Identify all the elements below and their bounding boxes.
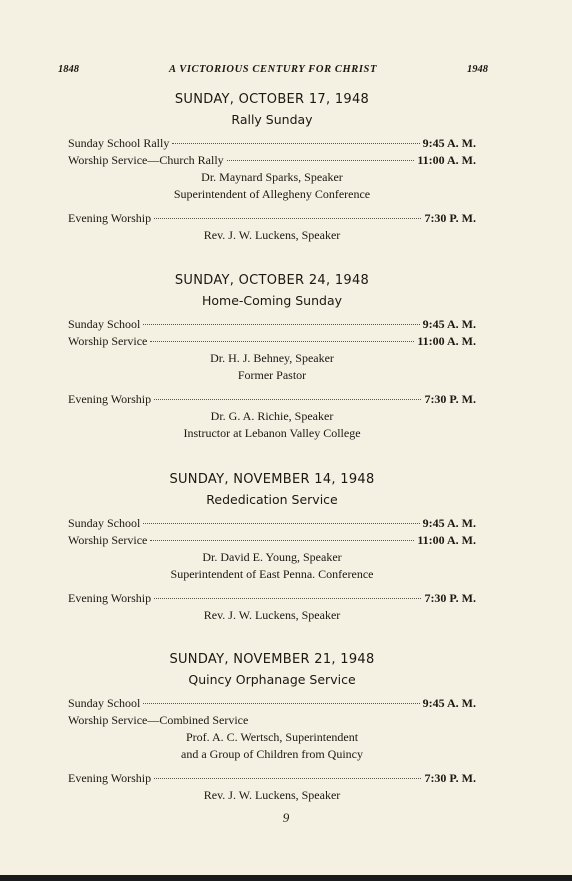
schedule-row	[68, 135, 476, 152]
section-heading: SUNDAY, OCTOBER 17, 1948	[174, 92, 370, 107]
service-label: Evening Worship	[68, 211, 152, 225]
speaker-note: Superintendent of Allegheny Conference	[173, 187, 371, 201]
speaker-note: Rev. J. W. Luckens, Speaker	[203, 228, 341, 242]
service-time: 11:00 A. M.	[417, 533, 476, 547]
schedule-row	[68, 515, 476, 532]
running-head	[58, 64, 488, 80]
speaker-note: Dr. H. J. Behney, Speaker	[210, 351, 334, 365]
service-label: Worship Service	[68, 533, 148, 547]
leader-dots	[143, 703, 419, 704]
speaker-note: Dr. David E. Young, Speaker	[202, 550, 342, 564]
service-time: 7:30 P. M.	[424, 591, 476, 605]
leader-dots	[143, 523, 419, 524]
page-number: 9	[282, 810, 290, 825]
service-time: 7:30 P. M.	[424, 771, 476, 785]
page-bottom-edge	[0, 875, 572, 881]
service-label: Evening Worship	[68, 591, 152, 605]
schedule-row	[68, 152, 476, 169]
leader-dots	[154, 598, 421, 599]
section-heading: SUNDAY, OCTOBER 24, 1948	[174, 273, 370, 288]
section-heading: SUNDAY, NOVEMBER 14, 1948	[169, 472, 375, 487]
speaker-note: and a Group of Children from Quincy	[181, 747, 363, 761]
service-label: Evening Worship	[68, 771, 152, 785]
service-label: Worship Service	[68, 334, 148, 348]
speaker-note: Rev. J. W. Luckens, Speaker	[203, 788, 341, 802]
service-time: 11:00 A. M.	[417, 153, 476, 167]
section-subheading: Home-Coming Sunday	[201, 293, 343, 308]
speaker-note: Former Pastor	[237, 368, 307, 382]
service-label: Sunday School Rally	[68, 136, 170, 150]
speaker-note: Instructor at Lebanon Valley College	[183, 426, 361, 440]
service-time: 9:45 A. M.	[422, 696, 476, 710]
speaker-note: Superintendent of East Penna. Conference	[170, 567, 374, 581]
leader-dots	[154, 778, 421, 779]
leader-dots	[154, 399, 421, 400]
speaker-note: Dr. G. A. Richie, Speaker	[210, 409, 334, 423]
running-head-right-year: 1948	[467, 64, 488, 75]
section-heading: SUNDAY, NOVEMBER 21, 1948	[169, 652, 375, 667]
service-label: Sunday School	[68, 516, 141, 530]
service-time: 7:30 P. M.	[424, 392, 476, 406]
section-subheading: Rededication Service	[206, 492, 338, 507]
section-subheading: Quincy Orphanage Service	[188, 672, 356, 687]
leader-dots	[150, 341, 414, 342]
schedule-row	[68, 590, 476, 607]
leader-dots	[172, 143, 419, 144]
leader-dots	[143, 324, 419, 325]
schedule-row	[68, 333, 476, 350]
service-label: Worship Service—Church Rally	[68, 153, 224, 167]
speaker-note: Prof. A. C. Wertsch, Superintendent	[185, 730, 359, 744]
schedule-row	[68, 532, 476, 549]
service-label: Sunday School	[68, 317, 141, 331]
speaker-note: Dr. Maynard Sparks, Speaker	[201, 170, 343, 184]
running-head-title: A VICTORIOUS CENTURY FOR CHRIST	[168, 64, 378, 75]
running-head-left-year: 1848	[58, 64, 79, 75]
service-label: Worship Service—Combined Service	[68, 713, 249, 727]
schedule-row	[68, 210, 476, 227]
service-label: Evening Worship	[68, 392, 152, 406]
schedule-row	[68, 695, 476, 712]
schedule-row	[68, 712, 476, 729]
section-subheading: Rally Sunday	[231, 112, 313, 127]
service-label: Sunday School	[68, 696, 141, 710]
schedule-row	[68, 770, 476, 787]
section-nov-14	[68, 472, 476, 624]
speaker-note: Rev. J. W. Luckens, Speaker	[203, 608, 341, 622]
service-time: 9:45 A. M.	[422, 516, 476, 530]
section-nov-21	[68, 652, 476, 804]
service-time: 7:30 P. M.	[424, 211, 476, 225]
leader-dots	[150, 540, 414, 541]
leader-dots	[154, 218, 421, 219]
schedule-row	[68, 391, 476, 408]
schedule-row	[68, 316, 476, 333]
section-oct-17	[68, 92, 476, 244]
leader-dots	[227, 160, 415, 161]
service-time: 9:45 A. M.	[422, 317, 476, 331]
section-oct-24	[68, 273, 476, 442]
service-time: 9:45 A. M.	[422, 136, 476, 150]
service-time: 11:00 A. M.	[417, 334, 476, 348]
